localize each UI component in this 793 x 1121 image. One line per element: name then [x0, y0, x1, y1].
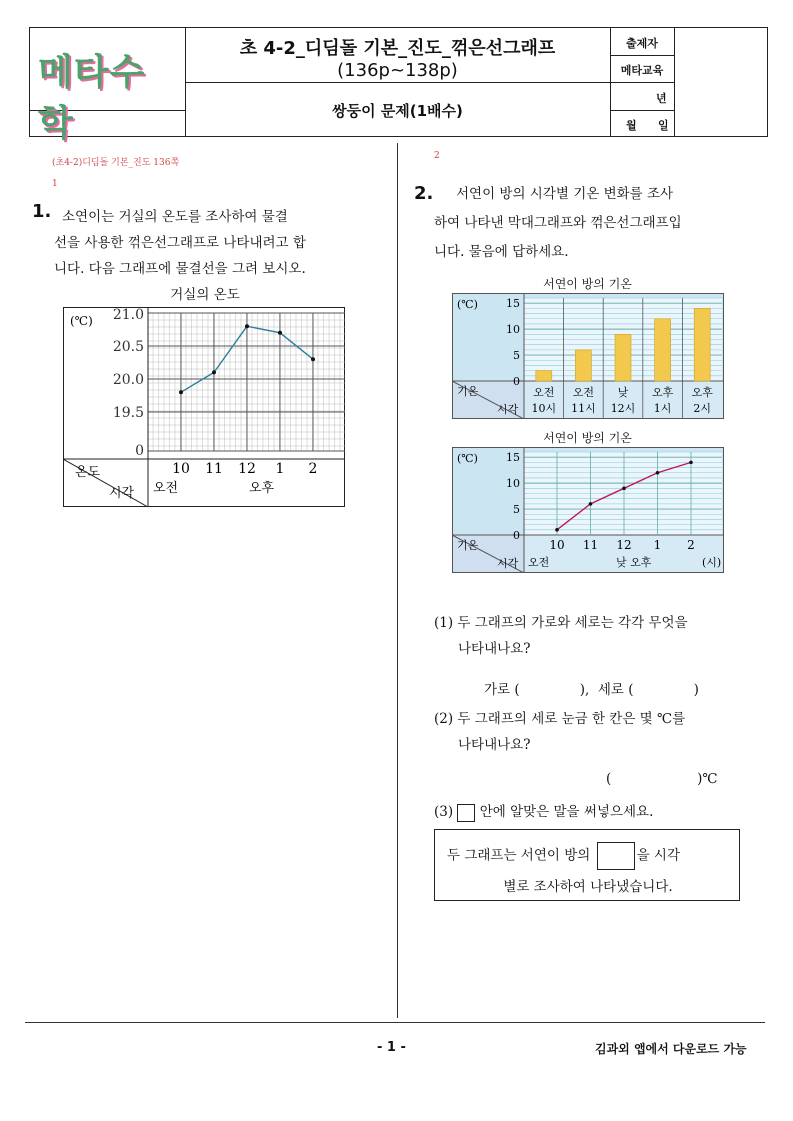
worksheet-header: [29, 27, 768, 144]
category-label: 11시: [571, 402, 596, 415]
category-label: 낮: [617, 386, 629, 399]
footer-rule: [25, 1022, 765, 1023]
row-label-y: 온도: [75, 465, 101, 480]
x-tick-label: 11: [582, 538, 599, 552]
column-divider: [397, 143, 398, 1018]
y-tick-label: 0: [513, 375, 520, 388]
x-tick-label: 10: [172, 461, 190, 477]
sub-question-line: (1) 두 그래프의 가로와 세로는 각각 무엇을: [434, 615, 688, 631]
question-text: [54, 204, 362, 282]
fill-in-text: 을 시각: [636, 847, 681, 864]
page-number: - 1 -: [377, 1040, 406, 1055]
sub-question-1: [434, 610, 754, 662]
category-label: 2시: [693, 402, 712, 415]
data-point: [589, 502, 593, 506]
answer-blank-2[interactable]: ( )℃: [606, 771, 718, 787]
bar: [615, 334, 631, 381]
question-line: 서연이 방의 시각별 기온 변화를 조사: [456, 186, 674, 202]
y-tick-label: 21.0: [112, 307, 144, 323]
x-tick-label: 10: [549, 538, 565, 552]
x-tick-label: 11: [205, 461, 223, 477]
x-unit-label: (시): [702, 556, 722, 569]
answer-box[interactable]: [597, 842, 635, 870]
data-point: [555, 528, 559, 532]
data-point: [656, 471, 660, 475]
data-point: [212, 370, 216, 374]
x-tick-label: 2: [308, 461, 318, 477]
y-tick-label: 10: [506, 477, 520, 491]
y-unit-label: (℃): [457, 452, 478, 465]
answer-blank-1[interactable]: 가로 ( ), 세로 ( ): [484, 682, 699, 698]
y-unit-label: (℃): [70, 314, 93, 328]
room-temperature-line-chart: [452, 447, 724, 573]
x-tick-label: 2: [687, 538, 695, 552]
bar: [694, 308, 710, 381]
question-text: [434, 180, 754, 267]
row-label-x: 시각: [109, 486, 135, 501]
data-point: [311, 357, 315, 361]
question-line: 니다. 다음 그래프에 물결선을 그려 보시오.: [54, 261, 306, 277]
worksheet-pages: (136p~138p): [337, 60, 458, 81]
x-group-label: 낮 오후: [616, 556, 652, 569]
x-tick-label: 1: [275, 461, 285, 477]
category-label: 10시: [531, 402, 557, 415]
y-unit-label: (℃): [457, 298, 478, 311]
bar: [575, 350, 591, 381]
category-label: 오후: [651, 386, 674, 399]
x-tick-label: 12: [616, 538, 632, 552]
question-line: 하여 나타낸 막대그래프와 꺾은선그래프입: [434, 215, 682, 231]
worksheet-title: 초 4-2_디딤돌 기본_진도_꺾은선그래프: [239, 38, 556, 59]
sub-question-text: 안에 알맞은 말을 써넣으세요.: [479, 804, 654, 820]
sub-question-number: (3): [434, 804, 454, 820]
line-chart-title: 서연이 방의 기온: [543, 431, 632, 445]
data-point: [622, 487, 626, 491]
fill-in-box: [434, 829, 740, 901]
data-point: [689, 461, 693, 465]
row-label-y: 기온: [457, 385, 479, 398]
y-tick-label: 0: [513, 529, 520, 542]
y-tick-label: 5: [513, 503, 520, 517]
sub-question-3: [434, 800, 653, 822]
source-ref: (초4-2)디딤돌 기본_진도 136쪽: [52, 158, 180, 168]
category-label: 오전: [533, 386, 555, 399]
category-label: 오후: [691, 386, 713, 399]
x-group-label: 오전: [153, 481, 179, 496]
y-tick-label: 20.0: [112, 372, 144, 388]
y-tick-label: 15: [506, 297, 520, 311]
y-tick-label: 0: [135, 443, 144, 459]
sub-question-line: 나타내나요?: [458, 641, 531, 657]
room-temperature-bar-chart: [452, 293, 724, 419]
footer-note: 김과외 앱에서 다운로드 가능: [595, 1042, 747, 1056]
chart-frame: [64, 308, 345, 507]
logo: 메타수학: [38, 52, 146, 144]
question-number: 2.: [414, 183, 434, 204]
question-number: 1.: [32, 201, 52, 222]
data-point: [245, 324, 249, 328]
living-room-temperature-chart: [63, 307, 345, 507]
category-label: 1시: [653, 402, 672, 415]
category-label: 오전: [572, 386, 595, 399]
year-label: 년: [656, 92, 667, 105]
x-tick-label: 1: [653, 538, 662, 552]
bar: [536, 371, 552, 381]
data-point: [179, 390, 183, 394]
author-label: 출제자: [626, 37, 658, 50]
chart-title: 거실의 온도: [170, 287, 240, 303]
month-label: 월: [626, 119, 637, 132]
row-label-x: 시각: [497, 557, 519, 570]
placeholder-box-icon: [457, 804, 475, 822]
data-point: [278, 331, 282, 335]
question-index: 2: [434, 151, 440, 161]
x-tick-label: 12: [238, 461, 256, 477]
y-tick-label: 5: [513, 349, 520, 363]
sub-question-line: (2) 두 그래프의 세로 눈금 한 칸은 몇 ℃를: [434, 711, 686, 727]
day-label: 일: [658, 119, 669, 132]
y-tick-label: 15: [506, 451, 520, 465]
y-tick-label: 20.5: [112, 339, 144, 355]
question-index: 1: [52, 179, 58, 189]
author-value: 메타교육: [620, 64, 664, 77]
fill-in-text: 두 그래프는 서연이 방의: [447, 847, 591, 864]
category-label: 12시: [610, 402, 636, 415]
row-label-y: 기온: [457, 539, 479, 552]
x-group-label: 오후: [249, 481, 275, 496]
bar-chart-title: 서연이 방의 기온: [543, 277, 632, 291]
x-group-label: 오전: [528, 556, 550, 569]
fill-in-text: 별로 조사하여 나타냈습니다.: [503, 879, 673, 895]
question-line: 니다. 물음에 답하세요.: [434, 244, 569, 260]
sub-question-2: [434, 706, 754, 758]
sub-question-line: 나타내나요?: [458, 737, 531, 753]
question-line: 소연이는 거실의 온도를 조사하여 물결: [62, 209, 288, 225]
bar: [655, 319, 671, 381]
y-tick-label: 19.5: [112, 405, 144, 421]
y-tick-label: 10: [506, 323, 520, 337]
row-label-x: 시각: [497, 403, 519, 416]
question-line: 선을 사용한 꺾은선그래프로 나타내려고 합: [54, 235, 306, 251]
worksheet-subtitle: 쌍둥이 문제(1배수): [332, 102, 463, 120]
